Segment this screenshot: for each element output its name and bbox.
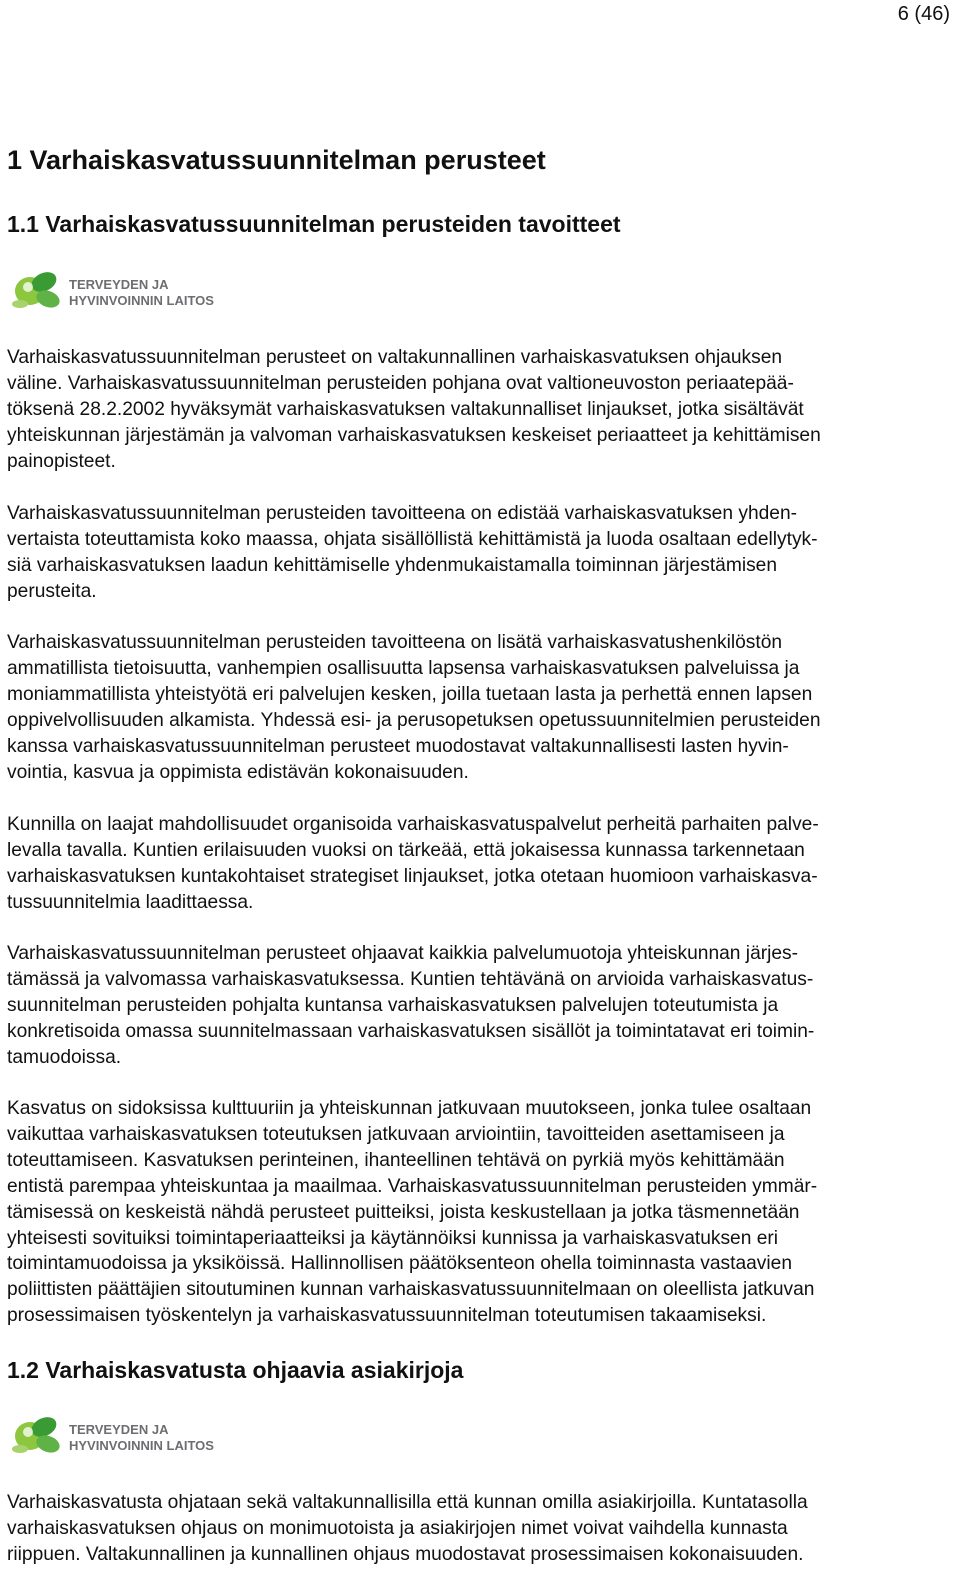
- thl-logo: [8, 268, 248, 312]
- logo-text-line2: HYVINVOINNIN LAITOS: [69, 1438, 214, 1453]
- section-heading-1-1: 1.1 Varhaiskasvatussuunnitelman perusteiden tavoitteet: [7, 211, 621, 237]
- logo-mark-icon: [12, 268, 62, 310]
- logo-text-line1: TERVEYDEN JA: [69, 277, 169, 292]
- thl-logo-graphic: [8, 1413, 248, 1457]
- paragraph: Kunnilla on laajat mahdollisuudet organisoida varhaiskasvatuspalvelut perheitä parhaiten palve- levalla tavalla. Kuntien erilaisuuden vuoksi on tärkeää, että jokaisessa kunnassa tarkennetaan varhaiskasvatuksen kuntakohtaiset strategiset linjaukset, jotka otetaan huomioon varhaiskasva- tussuunnitelmia laadittaessa.: [7, 814, 819, 913]
- paragraph: Varhaiskasvatussuunnitelman perusteet ohjaavat kaikkia palvelumuotoja yhteiskunnan järjes- tämässä ja valvomassa varhaiskasvatuksessa. Kuntien tehtävänä on arvioida varhaiskasvatus- suunnitelman perusteiden pohjalta kuntansa varhaiskasvatuksen palvelujen toteutumista ja konkretisoida omassa suunnitelmassaan varhaiskasvatuksen sisällöt ja toimintatavat eri toimin- tamuodoissa.: [7, 943, 815, 1068]
- paragraph: Varhaiskasvatussuunnitelman perusteiden tavoitteena on edistää varhaiskasvatuksen yhden- vertaista toteuttamista koko maassa, ohjata sisällöllistä kehittämistä ja luoda osaltaan edellytyk- siä varhaiskasvatuksen laadun kehittämiselle yhdenmukaistamalla toiminnan järjestämisen perusteita.: [7, 503, 818, 602]
- chapter-heading: 1 Varhaiskasvatussuunnitelman perusteet: [7, 145, 546, 175]
- page-number: 6 (46): [897, 3, 950, 25]
- paragraph: Varhaiskasvatussuunnitelman perusteiden tavoitteena on lisätä varhaiskasvatushenkilöstön ammatillista tietoisuutta, vanhempien osallisuutta lapsensa varhaiskasvatuksen palveluissa ja moniammatillista yhteistyötä eri palvelujen kesken, joilla tuetaan lasta ja perhettä ennen lapsen oppivelvollisuuden alkamista. Yhdessä esi- ja perusopetuksen opetussuunnitelmien perusteiden kanssa varhaiskasvatussuunnitelman perusteet muodostavat valtakunnallisesti lasten hyvin- vointia, kasvua ja oppimista edistävän kokonaisuuden.: [7, 632, 821, 783]
- logo-mark-icon: [12, 1413, 62, 1455]
- thl-logo-graphic: [8, 268, 248, 312]
- logo-text-line1: TERVEYDEN JA: [69, 1422, 169, 1437]
- paragraph: Varhaiskasvatusta ohjataan sekä valtakunnallisilla että kunnan omilla asiakirjoilla. Kuntatasolla varhaiskasvatuksen ohjaus on monimuotoista ja asiakirjojen nimet voivat vaihdella kunnasta riippuen. Valtakunnallinen ja kunnallinen ohjaus muodostavat prosessimaisen kokonaisuuden.: [7, 1492, 808, 1565]
- section-heading-1-2: 1.2 Varhaiskasvatusta ohjaavia asiakirjoja: [7, 1357, 464, 1383]
- logo-text-line2: HYVINVOINNIN LAITOS: [69, 293, 214, 308]
- thl-logo: [8, 1413, 248, 1457]
- paragraph: Kasvatus on sidoksissa kulttuuriin ja yhteiskunnan jatkuvaan muutokseen, jonka tulee osaltaan vaikuttaa varhaiskasvatuksen toteutuksen jatkuvaan arviointiin, tavoitteiden asettamiseen ja toteuttamiseen. Kasvatuksen perinteinen, ihanteellinen tehtävä on pyrkiä myös kehittämään entistä parempaa yhteiskuntaa ja maailmaa. Varhaiskasvatussuunnitelman perusteiden ymmär- tämisessä on keskeistä nähdä perusteet puitteiksi, joista keskustellaan ja jotka täsmennetään yhteisesti sovituiksi toimintaperiaatteiksi ja käytännöiksi kunnissa ja varhaiskasvatuksen eri toimintamuodoissa ja yksiköissä. Hallinnollisen päätöksenteon ohella toiminnasta vastaavien poliittisten päättäjien sitoutuminen kunnan varhaiskasvatussuunnitelmaan on oleellista jatkuvan prosessimaisen työskentelyn ja varhaiskasvatussuunnitelman toteutumisen takaamiseksi.: [7, 1098, 818, 1327]
- paragraph: Varhaiskasvatussuunnitelman perusteet on valtakunnallinen varhaiskasvatuksen ohjauksen väline. Varhaiskasvatussuunnitelman perusteiden pohjana ovat valtioneuvoston periaatepää- töksenä 28.2.2002 hyväksymät varhaiskasvatuksen valtakunnalliset linjaukset, jotka sisältävät yhteiskunnan järjestämän ja valvoman varhaiskasvatuksen keskeiset periaatteet ja kehittämisen painopisteet.: [7, 347, 821, 472]
